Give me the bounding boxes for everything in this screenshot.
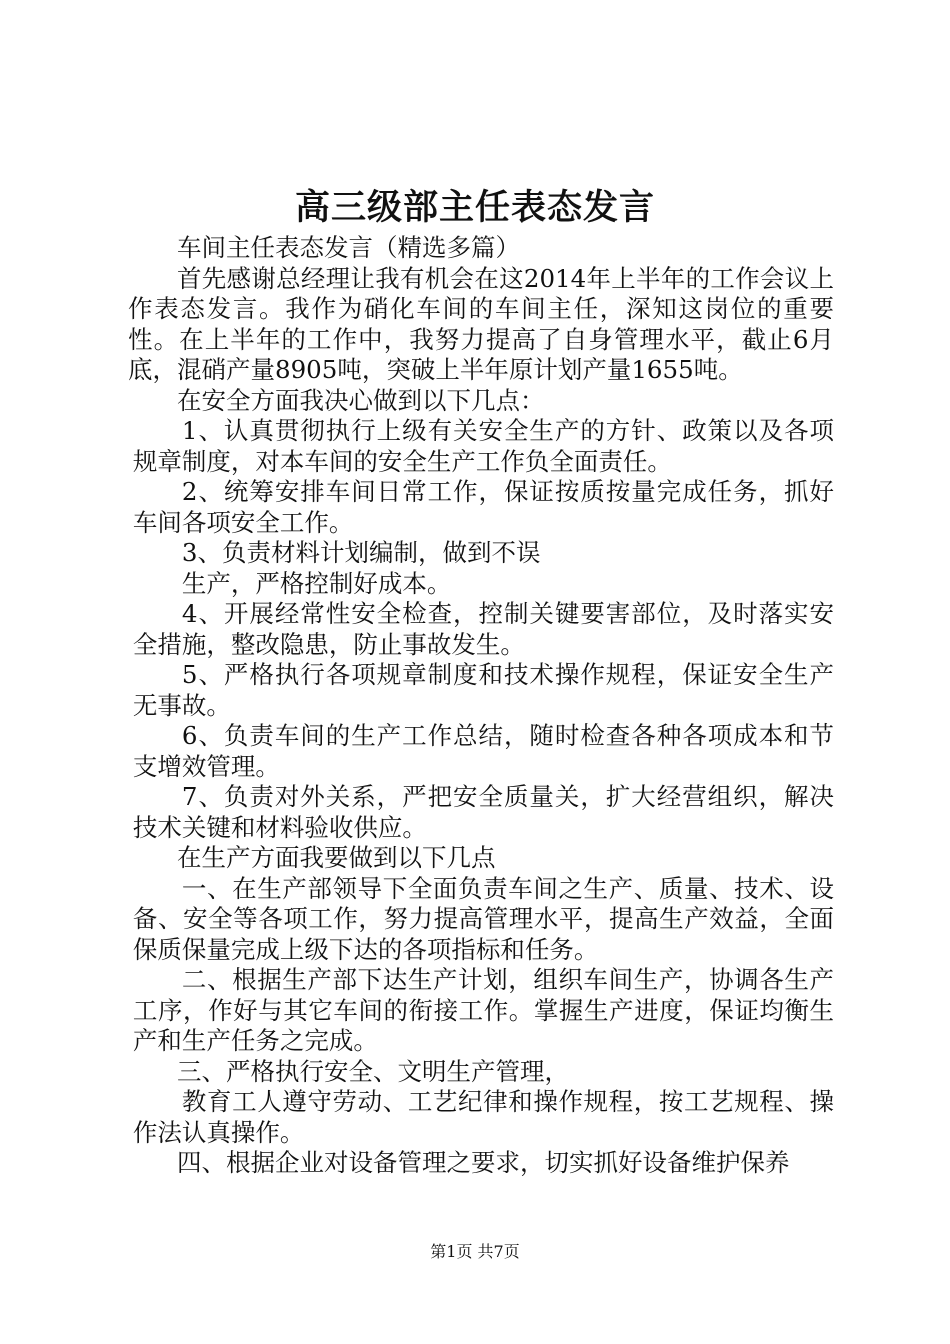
paragraph-production-4: 四、根据企业对设备管理之要求，切实抓好设备维护保养 xyxy=(177,1148,790,1177)
page-footer: 第1页 共7页 xyxy=(430,1242,520,1261)
paragraph-safety-2: 2、统筹安排车间日常工作，保证按质按量完成任务，抓好车间各项安全工作。 xyxy=(132,477,834,537)
paragraph-safety-6: 6、负责车间的生产工作总结，随时检查各种各项成本和节支增效管理。 xyxy=(132,721,834,781)
document-body xyxy=(128,233,834,1179)
document-title: 高三级部主任表态发言 xyxy=(294,187,655,228)
paragraph-safety-1: 1、认真贯彻执行上级有关安全生产的方针、政策以及各项规章制度，对本车间的安全生产工作负全面责任。 xyxy=(132,416,834,476)
paragraph-production-heading: 在生产方面我要做到以下几点 xyxy=(177,843,496,872)
paragraph-production-3: 三、严格执行安全、文明生产管理， xyxy=(177,1056,569,1086)
paragraph-intro: 首先感谢总经理让我有机会在这2014年上半年的工作会议上作表态发言。我作为硝化车间的车间主任，深知这岗位的重要性。在上半年的工作中，我努力提高了自身管理水平，截止6月底，混硝产量8905吨，突破上半年原计划产量1655吨。 xyxy=(128,263,834,384)
paragraph-safety-3-cont: 生产，严格控制好成本。 xyxy=(181,568,452,598)
paragraph-safety-7: 7、负责对外关系，严把安全质量关，扩大经营组织，解决技术关键和材料验收供应。 xyxy=(132,782,834,842)
paragraph-safety-heading: 在安全方面我决心做到以下几点： xyxy=(177,385,545,415)
paragraph-production-1: 一、在生产部领导下全面负责车间之生产、质量、技术、设备、安全等各项工作，努力提高管理水平，提高生产效益，全面保质保量完成上级下达的各项指标和任务。 xyxy=(132,873,834,964)
paragraph-safety-4: 4、开展经常性安全检查，控制关键要害部位，及时落实安全措施，整改隐患，防止事故发生。 xyxy=(132,599,834,659)
paragraph-safety-3: 3、负责材料计划编制，做到不误 xyxy=(181,538,541,567)
paragraph-production-2: 二、根据生产部下达生产计划，组织车间生产，协调各生产工序，作好与其它车间的衔接工作。掌握生产进度，保证均衡生产和生产任务之完成。 xyxy=(132,965,834,1055)
paragraph-subtitle: 车间主任表态发言（精选多篇） xyxy=(177,233,520,262)
paragraph-production-3-cont: 教育工人遵守劳动、工艺纪律和操作规程，按工艺规程、操作法认真操作。 xyxy=(132,1087,834,1147)
paragraph-safety-5: 5、严格执行各项规章制度和技术操作规程，保证安全生产无事故。 xyxy=(132,660,834,720)
